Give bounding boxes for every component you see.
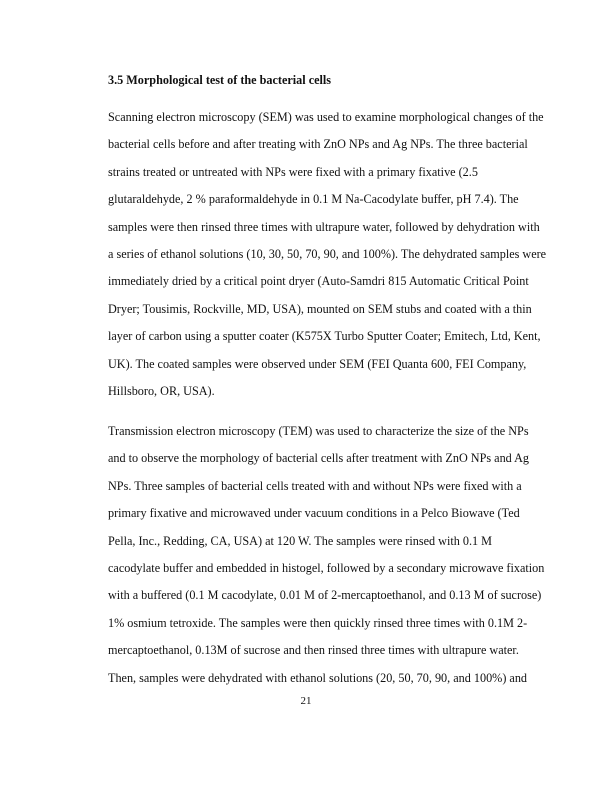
text-line: and to observe the morphology of bacterial cells after treatment with ZnO NPs and Ag: [108, 451, 530, 466]
paragraph-tem: [108, 423, 548, 697]
section-heading: 3.5 Morphological test of the bacterial cells: [108, 73, 332, 87]
text-line: strains treated or untreated with NPs were fixed with a primary fixative (2.5: [108, 164, 478, 179]
text-line: mercaptoethanol, 0.13M of sucrose and then rinsed three times with ultrapure water.: [108, 643, 519, 658]
text-line: immediately dried by a critical point dryer (Auto-Samdri 815 Automatic Critical Point: [108, 274, 529, 289]
text-line: NPs. Three samples of bacterial cells treated with and without NPs were fixed with a: [108, 478, 522, 493]
text-line: 1% osmium tetroxide. The samples were then quickly rinsed three times with 0.1M 2-: [108, 615, 528, 630]
text-line: bacterial cells before and after treating with ZnO NPs and Ag NPs. The three bacterial: [108, 137, 528, 152]
paragraph-sem: [108, 109, 548, 410]
text-line: with a buffered (0.1 M cacodylate, 0.01 M of 2-mercaptoethanol, and 0.13 M of sucrose): [108, 588, 542, 603]
text-line: Transmission electron microscopy (TEM) was used to characterize the size of the NPs: [108, 424, 529, 438]
text-line: glutaraldehyde, 2 % paraformaldehyde in 0.1 M Na-Cacodylate buffer, pH 7.4). The: [108, 192, 519, 207]
text-line: a series of ethanol solutions (10, 30, 50, 70, 90, and 100%). The dehydrated samples were: [108, 246, 547, 261]
text-line: Then, samples were dehydrated with ethanol solutions (20, 50, 70, 90, and 100%) and: [108, 670, 528, 685]
text-line: samples were then rinsed three times with ultrapure water, followed by dehydration with: [108, 219, 540, 234]
text-line: Scanning electron microscopy (SEM) was used to examine morphological changes of the: [108, 110, 544, 124]
text-line: Hillsboro, OR, USA).: [108, 383, 215, 398]
text-line: Pella, Inc., Redding, CA, USA) at 120 W. The samples were rinsed with 0.1 M: [108, 533, 492, 548]
text-line: layer of carbon using a sputter coater (K575X Turbo Sputter Coater; Emitech, Ltd, Kent,: [108, 329, 541, 344]
text-line: primary fixative and microwaved under vacuum conditions in a Pelco Biowave (Ted: [108, 506, 520, 521]
text-line: UK). The coated samples were observed under SEM (FEI Quanta 600, FEI Company,: [108, 356, 527, 371]
page-number: 21: [300, 695, 312, 707]
text-line: cacodylate buffer and embedded in histogel, followed by a secondary microwave fixation: [108, 560, 545, 575]
text-line: Dryer; Tousimis, Rockville, MD, USA), mounted on SEM stubs and coated with a thin: [108, 301, 532, 316]
